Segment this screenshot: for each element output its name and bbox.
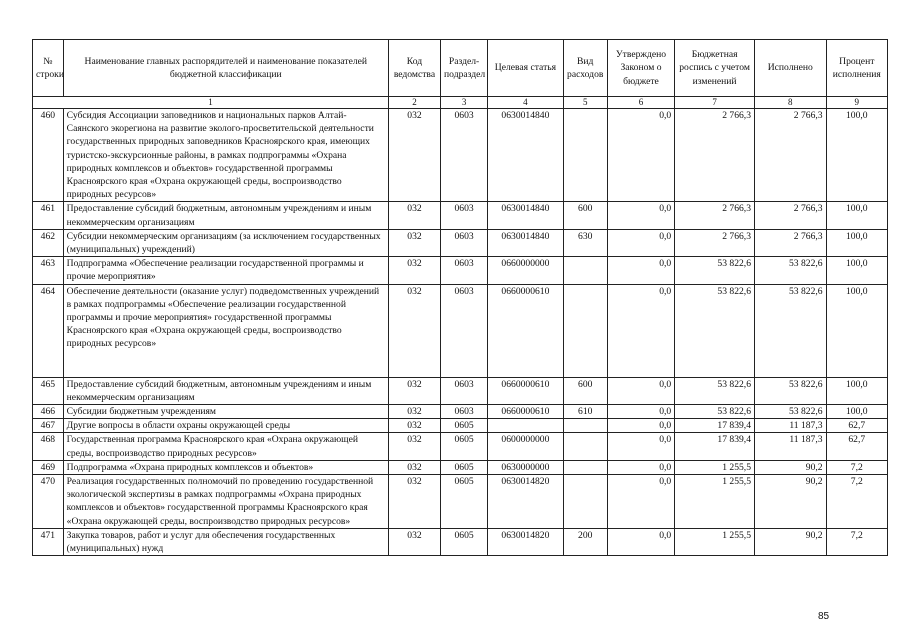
header-name: Наименование главных распорядителей и наименование показателей бюджетной классификации	[63, 40, 388, 97]
budget-amount: 1 255,5	[675, 460, 755, 474]
execution-percent: 100,0	[826, 257, 887, 284]
execution-percent: 62,7	[826, 419, 887, 433]
target-article: 0600000000	[488, 433, 564, 460]
approved-amount: 0,0	[607, 460, 675, 474]
column-number: 9	[826, 97, 887, 109]
table-row	[33, 419, 888, 433]
row-number: 462	[33, 229, 64, 256]
header-row-number: № строки	[33, 40, 64, 97]
department-code: 032	[388, 405, 440, 419]
header-target-article: Целевая статья	[488, 40, 564, 97]
budget-amount: 17 839,4	[675, 419, 755, 433]
budget-amount: 2 766,3	[675, 109, 755, 202]
execution-percent: 100,0	[826, 202, 887, 229]
row-number: 467	[33, 419, 64, 433]
budget-amount: 53 822,6	[675, 257, 755, 284]
approved-amount: 0,0	[607, 405, 675, 419]
section-code: 0605	[441, 475, 488, 529]
execution-percent: 7,2	[826, 528, 887, 555]
row-name: Субсидии некоммерческим организациям (за исключением государственных (муниципальных) учреждений)	[63, 229, 388, 256]
executed-amount: 53 822,6	[754, 405, 826, 419]
executed-amount: 53 822,6	[754, 284, 826, 377]
approved-amount: 0,0	[607, 528, 675, 555]
department-code: 032	[388, 475, 440, 529]
expense-type: 600	[563, 377, 607, 404]
header-executed: Исполнено	[754, 40, 826, 97]
approved-amount: 0,0	[607, 257, 675, 284]
department-code: 032	[388, 419, 440, 433]
row-number: 470	[33, 475, 64, 529]
budget-amount: 1 255,5	[675, 475, 755, 529]
executed-amount: 2 766,3	[754, 229, 826, 256]
execution-percent: 100,0	[826, 109, 887, 202]
row-number: 471	[33, 528, 64, 555]
budget-amount: 1 255,5	[675, 528, 755, 555]
expense-type: 630	[563, 229, 607, 256]
column-number: 6	[607, 97, 675, 109]
row-number: 464	[33, 284, 64, 377]
department-code: 032	[388, 109, 440, 202]
table-row	[33, 528, 888, 555]
header-percent: Процент исполнения	[826, 40, 887, 97]
target-article: 0630014840	[488, 109, 564, 202]
row-name: Закупка товаров, работ и услуг для обеспечения государственных (муниципальных) нужд	[63, 528, 388, 555]
target-article: 0630014820	[488, 528, 564, 555]
table-row	[33, 257, 888, 284]
row-number: 469	[33, 460, 64, 474]
approved-amount: 0,0	[607, 377, 675, 404]
target-article: 0630014840	[488, 202, 564, 229]
approved-amount: 0,0	[607, 229, 675, 256]
expense-type	[563, 475, 607, 529]
row-number: 465	[33, 377, 64, 404]
table-row	[33, 202, 888, 229]
expense-type	[563, 284, 607, 377]
budget-amount: 53 822,6	[675, 405, 755, 419]
row-name: Обеспечение деятельности (оказание услуг) подведомственных учреждений в рамках подпрограммы «Обеспечение реализации государственной программы и прочие мероприятия» государственной программы Красноярского края «Охрана окружающей среды, воспроизводство природных ресурсов»	[63, 284, 388, 377]
expense-type: 600	[563, 202, 607, 229]
table-row	[33, 284, 888, 377]
row-name: Подпрограмма «Обеспечение реализации государственной программы и прочие мероприятия»	[63, 257, 388, 284]
department-code: 032	[388, 433, 440, 460]
section-code: 0603	[441, 284, 488, 377]
approved-amount: 0,0	[607, 419, 675, 433]
row-name: Предоставление субсидий бюджетным, автономным учреждениям и иным некоммерческим организациям	[63, 202, 388, 229]
budget-execution-table	[32, 39, 888, 556]
row-name: Подпрограмма «Охрана природных комплексов и объектов»	[63, 460, 388, 474]
target-article: 0630000000	[488, 460, 564, 474]
table-row	[33, 433, 888, 460]
header-department-code: Код ведомства	[388, 40, 440, 97]
header-expense-type: Вид расходов	[563, 40, 607, 97]
department-code: 032	[388, 257, 440, 284]
row-number: 468	[33, 433, 64, 460]
executed-amount: 53 822,6	[754, 257, 826, 284]
expense-type	[563, 109, 607, 202]
budget-amount: 53 822,6	[675, 377, 755, 404]
approved-amount: 0,0	[607, 284, 675, 377]
target-article: 0660000610	[488, 284, 564, 377]
section-code: 0605	[441, 419, 488, 433]
target-article: 0630014820	[488, 475, 564, 529]
row-number: 460	[33, 109, 64, 202]
expense-type	[563, 433, 607, 460]
column-number: 1	[33, 97, 389, 109]
section-code: 0603	[441, 229, 488, 256]
column-number: 7	[675, 97, 755, 109]
budget-amount: 17 839,4	[675, 433, 755, 460]
row-number: 463	[33, 257, 64, 284]
page-number: 85	[818, 611, 830, 622]
execution-percent: 62,7	[826, 433, 887, 460]
executed-amount: 90,2	[754, 460, 826, 474]
section-code: 0603	[441, 202, 488, 229]
section-code: 0605	[441, 528, 488, 555]
header-section: Раздел-подраздел	[441, 40, 488, 97]
approved-amount: 0,0	[607, 109, 675, 202]
row-number: 461	[33, 202, 64, 229]
department-code: 032	[388, 229, 440, 256]
executed-amount: 90,2	[754, 475, 826, 529]
executed-amount: 11 187,3	[754, 433, 826, 460]
expense-type	[563, 419, 607, 433]
department-code: 032	[388, 460, 440, 474]
executed-amount: 90,2	[754, 528, 826, 555]
section-code: 0603	[441, 109, 488, 202]
column-number: 2	[388, 97, 440, 109]
column-number-row	[33, 97, 888, 109]
approved-amount: 0,0	[607, 475, 675, 529]
department-code: 032	[388, 377, 440, 404]
department-code: 032	[388, 528, 440, 555]
executed-amount: 2 766,3	[754, 202, 826, 229]
expense-type: 200	[563, 528, 607, 555]
target-article	[488, 419, 564, 433]
executed-amount: 53 822,6	[754, 377, 826, 404]
execution-percent: 7,2	[826, 460, 887, 474]
row-name: Реализация государственных полномочий по проведению государственной экологической экспертизы в рамках подпрограммы «Охрана природных комплексов и объектов» государственной программы Красноярского края «Охрана окружающей среды, воспроизводство природных ресурсов»	[63, 475, 388, 529]
table-row	[33, 377, 888, 404]
table-row	[33, 475, 888, 529]
section-code: 0603	[441, 257, 488, 284]
approved-amount: 0,0	[607, 202, 675, 229]
row-name: Другие вопросы в области охраны окружающей среды	[63, 419, 388, 433]
execution-percent: 100,0	[826, 229, 887, 256]
target-article: 0630014840	[488, 229, 564, 256]
section-code: 0603	[441, 377, 488, 404]
execution-percent: 100,0	[826, 284, 887, 377]
target-article: 0660000610	[488, 377, 564, 404]
expense-type: 610	[563, 405, 607, 419]
department-code: 032	[388, 284, 440, 377]
header-budget-schedule: Бюджетная роспись с учетом изменений	[675, 40, 755, 97]
executed-amount: 2 766,3	[754, 109, 826, 202]
approved-amount: 0,0	[607, 433, 675, 460]
table-row	[33, 405, 888, 419]
target-article: 0660000000	[488, 257, 564, 284]
column-number: 4	[488, 97, 564, 109]
section-code: 0605	[441, 433, 488, 460]
department-code: 032	[388, 202, 440, 229]
section-code: 0605	[441, 460, 488, 474]
table-row	[33, 229, 888, 256]
row-name: Предоставление субсидий бюджетным, автономным учреждениям и иным некоммерческим организациям	[63, 377, 388, 404]
execution-percent: 100,0	[826, 405, 887, 419]
execution-percent: 100,0	[826, 377, 887, 404]
row-number: 466	[33, 405, 64, 419]
execution-percent: 7,2	[826, 475, 887, 529]
budget-amount: 2 766,3	[675, 202, 755, 229]
row-name: Государственная программа Красноярского края «Охрана окружающей среды, воспроизводство природных ресурсов»	[63, 433, 388, 460]
expense-type	[563, 460, 607, 474]
header-approved: Утверждено Законом о бюджете	[607, 40, 675, 97]
table-row	[33, 109, 888, 202]
executed-amount: 11 187,3	[754, 419, 826, 433]
table-row	[33, 460, 888, 474]
budget-amount: 53 822,6	[675, 284, 755, 377]
row-name: Субсидии бюджетным учреждениям	[63, 405, 388, 419]
row-name: Субсидия Ассоциации заповедников и национальных парков Алтай-Саянского экорегиона на развитие эколого-просветительской деятельности государственных природных заповедников Красноярского края, имеющих туристско-экскурсионные районы, в рамках подпрограммы «Охрана природных комплексов и объектов» государственной программы Красноярского края «Охрана окружающей среды, воспроизводство природных ресурсов»	[63, 109, 388, 202]
target-article: 0660000610	[488, 405, 564, 419]
column-number: 3	[441, 97, 488, 109]
budget-amount: 2 766,3	[675, 229, 755, 256]
column-number: 8	[754, 97, 826, 109]
column-number: 5	[563, 97, 607, 109]
table-header-row	[33, 40, 888, 97]
expense-type	[563, 257, 607, 284]
section-code: 0603	[441, 405, 488, 419]
